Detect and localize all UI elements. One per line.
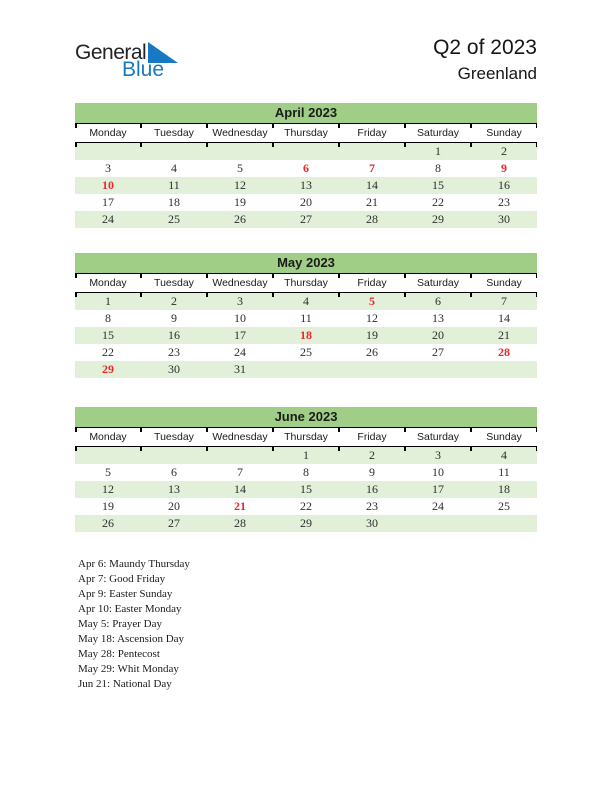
date-cell: 13 — [168, 482, 180, 496]
week-row — [75, 211, 537, 228]
week-row — [75, 481, 537, 498]
weekday-label: Tuesday — [141, 428, 207, 446]
date-cell: 6 — [435, 294, 441, 308]
empty-date-cell — [471, 361, 537, 378]
date-cell: 23 — [168, 345, 180, 359]
holiday-date-cell: 7 — [369, 161, 375, 175]
weekday-label: Friday — [339, 124, 405, 142]
date-cell: 14 — [366, 178, 378, 192]
date-cell: 24 — [102, 212, 114, 226]
holiday-entry: Apr 9: Easter Sunday — [78, 588, 173, 600]
date-grid — [75, 143, 537, 228]
date-cell: 4 — [501, 448, 507, 462]
weekday-label: Saturday — [405, 274, 471, 292]
weekday-label: Wednesday — [207, 428, 273, 446]
date-cell: 25 — [168, 212, 180, 226]
date-cell: 7 — [237, 465, 243, 479]
date-cell: 9 — [369, 465, 375, 479]
date-cell: 30 — [498, 212, 510, 226]
weekday-header-row — [75, 274, 537, 293]
page-title-block — [433, 36, 537, 84]
date-cell: 20 — [300, 195, 312, 209]
date-cell: 1 — [105, 294, 111, 308]
date-cell: 21 — [366, 195, 378, 209]
date-cell: 30 — [366, 516, 378, 530]
date-cell: 15 — [432, 178, 444, 192]
date-cell: 22 — [300, 499, 312, 513]
quarter-title: Q2 of 2023 — [433, 36, 537, 59]
weekday-label: Thursday — [273, 124, 339, 142]
weekday-label: Wednesday — [207, 124, 273, 142]
holiday-date-cell: 21 — [234, 499, 246, 513]
logo-text-blue: Blue — [121, 58, 164, 81]
date-cell: 2 — [171, 294, 177, 308]
date-cell: 2 — [501, 144, 507, 158]
date-cell: 21 — [498, 328, 510, 342]
date-cell: 27 — [300, 212, 312, 226]
date-grid — [75, 447, 537, 532]
date-cell: 8 — [303, 465, 309, 479]
date-cell: 12 — [234, 178, 246, 192]
week-row — [75, 310, 537, 327]
date-cell: 28 — [234, 516, 246, 530]
month-calendar — [75, 253, 537, 378]
empty-date-cell — [273, 361, 339, 378]
date-cell: 8 — [105, 311, 111, 325]
week-row — [75, 464, 537, 481]
date-cell: 1 — [435, 144, 441, 158]
weekday-label: Saturday — [405, 428, 471, 446]
date-cell: 22 — [432, 195, 444, 209]
date-cell: 8 — [435, 161, 441, 175]
date-cell: 18 — [498, 482, 510, 496]
weekday-header-row — [75, 124, 537, 143]
week-row — [75, 515, 537, 532]
date-cell: 22 — [102, 345, 114, 359]
holiday-entry: Apr 6: Maundy Thursday — [78, 558, 190, 570]
date-cell: 10 — [234, 311, 246, 325]
month-title: May 2023 — [75, 253, 537, 274]
date-cell: 3 — [435, 448, 441, 462]
empty-date-cell — [339, 361, 405, 378]
date-cell: 4 — [171, 161, 177, 175]
empty-date-cell — [207, 447, 273, 464]
empty-date-cell — [273, 143, 339, 160]
weekday-label: Thursday — [273, 428, 339, 446]
date-cell: 11 — [300, 311, 312, 325]
week-row — [75, 194, 537, 211]
holiday-date-cell: 6 — [303, 161, 309, 175]
date-cell: 15 — [102, 328, 114, 342]
week-row — [75, 160, 537, 177]
date-cell: 24 — [432, 499, 444, 513]
holiday-entry: May 18: Ascension Day — [78, 633, 185, 645]
logo-text-general: General — [75, 41, 147, 64]
empty-date-cell — [405, 361, 471, 378]
empty-date-cell — [75, 143, 141, 160]
date-cell: 26 — [234, 212, 246, 226]
region-subtitle: Greenland — [457, 64, 537, 83]
holiday-entry: May 29: Whit Monday — [78, 663, 179, 675]
week-row — [75, 361, 537, 378]
holiday-entry: May 28: Pentecost — [78, 648, 160, 660]
week-row — [75, 344, 537, 361]
weekday-label: Monday — [75, 124, 141, 142]
date-cell: 2 — [369, 448, 375, 462]
date-cell: 16 — [168, 328, 180, 342]
date-cell: 1 — [303, 448, 309, 462]
week-row — [75, 498, 537, 515]
date-cell: 30 — [168, 362, 180, 376]
weekday-header-row — [75, 428, 537, 447]
empty-date-cell — [339, 143, 405, 160]
date-cell: 29 — [300, 516, 312, 530]
month-calendar — [75, 103, 537, 228]
date-cell: 16 — [366, 482, 378, 496]
date-cell: 26 — [366, 345, 378, 359]
date-cell: 31 — [234, 362, 246, 376]
weekday-label: Sunday — [471, 274, 537, 292]
date-cell: 13 — [432, 311, 444, 325]
date-cell: 17 — [432, 482, 444, 496]
date-cell: 17 — [102, 195, 114, 209]
date-cell: 11 — [168, 178, 180, 192]
weekday-label: Thursday — [273, 274, 339, 292]
date-cell: 5 — [105, 465, 111, 479]
date-cell: 27 — [432, 345, 444, 359]
holiday-date-cell: 18 — [300, 328, 312, 342]
date-cell: 4 — [303, 294, 309, 308]
date-cell: 29 — [432, 212, 444, 226]
weekday-label: Monday — [75, 428, 141, 446]
date-cell: 3 — [237, 294, 243, 308]
empty-date-cell — [75, 447, 141, 464]
month-title: June 2023 — [75, 407, 537, 428]
date-cell: 17 — [234, 328, 246, 342]
weekday-label: Saturday — [405, 124, 471, 142]
weekday-label: Wednesday — [207, 274, 273, 292]
holiday-entry: Apr 10: Easter Monday — [78, 603, 182, 615]
date-cell: 13 — [300, 178, 312, 192]
date-cell: 6 — [171, 465, 177, 479]
empty-date-cell — [141, 447, 207, 464]
date-cell: 19 — [102, 499, 114, 513]
weekday-label: Friday — [339, 274, 405, 292]
week-row — [75, 143, 537, 160]
holiday-date-cell: 9 — [501, 161, 507, 175]
holiday-date-cell: 10 — [102, 178, 114, 192]
date-cell: 23 — [366, 499, 378, 513]
date-cell: 14 — [498, 311, 510, 325]
date-cell: 25 — [498, 499, 510, 513]
empty-date-cell — [141, 143, 207, 160]
empty-date-cell — [207, 143, 273, 160]
date-cell: 11 — [498, 465, 510, 479]
date-cell: 7 — [501, 294, 507, 308]
date-cell: 3 — [105, 161, 111, 175]
date-cell: 9 — [171, 311, 177, 325]
holiday-entry: Apr 7: Good Friday — [78, 573, 166, 585]
week-row — [75, 327, 537, 344]
date-cell: 18 — [168, 195, 180, 209]
date-cell: 24 — [234, 345, 246, 359]
weekday-label: Tuesday — [141, 274, 207, 292]
weekday-label: Monday — [75, 274, 141, 292]
date-cell: 19 — [234, 195, 246, 209]
date-cell: 28 — [366, 212, 378, 226]
empty-date-cell — [471, 515, 537, 532]
holiday-entry: May 5: Prayer Day — [78, 618, 163, 630]
general-blue-logo — [75, 40, 179, 82]
week-row — [75, 177, 537, 194]
date-cell: 25 — [300, 345, 312, 359]
month-calendar — [75, 407, 537, 532]
week-row — [75, 447, 537, 464]
date-cell: 27 — [168, 516, 180, 530]
date-cell: 12 — [366, 311, 378, 325]
holiday-date-cell: 28 — [498, 345, 510, 359]
date-cell: 5 — [237, 161, 243, 175]
date-cell: 23 — [498, 195, 510, 209]
date-cell: 16 — [498, 178, 510, 192]
holiday-list — [78, 557, 190, 692]
date-cell: 20 — [432, 328, 444, 342]
date-cell: 26 — [102, 516, 114, 530]
weekday-label: Sunday — [471, 124, 537, 142]
date-grid — [75, 293, 537, 378]
holiday-date-cell: 29 — [102, 362, 114, 376]
empty-date-cell — [405, 515, 471, 532]
date-cell: 20 — [168, 499, 180, 513]
holiday-date-cell: 5 — [369, 294, 375, 308]
week-row — [75, 293, 537, 310]
weekday-label: Sunday — [471, 428, 537, 446]
month-title: April 2023 — [75, 103, 537, 124]
holiday-entry: Jun 21: National Day — [78, 678, 172, 690]
weekday-label: Friday — [339, 428, 405, 446]
date-cell: 14 — [234, 482, 246, 496]
date-cell: 19 — [366, 328, 378, 342]
weekday-label: Tuesday — [141, 124, 207, 142]
date-cell: 12 — [102, 482, 114, 496]
date-cell: 10 — [432, 465, 444, 479]
date-cell: 15 — [300, 482, 312, 496]
